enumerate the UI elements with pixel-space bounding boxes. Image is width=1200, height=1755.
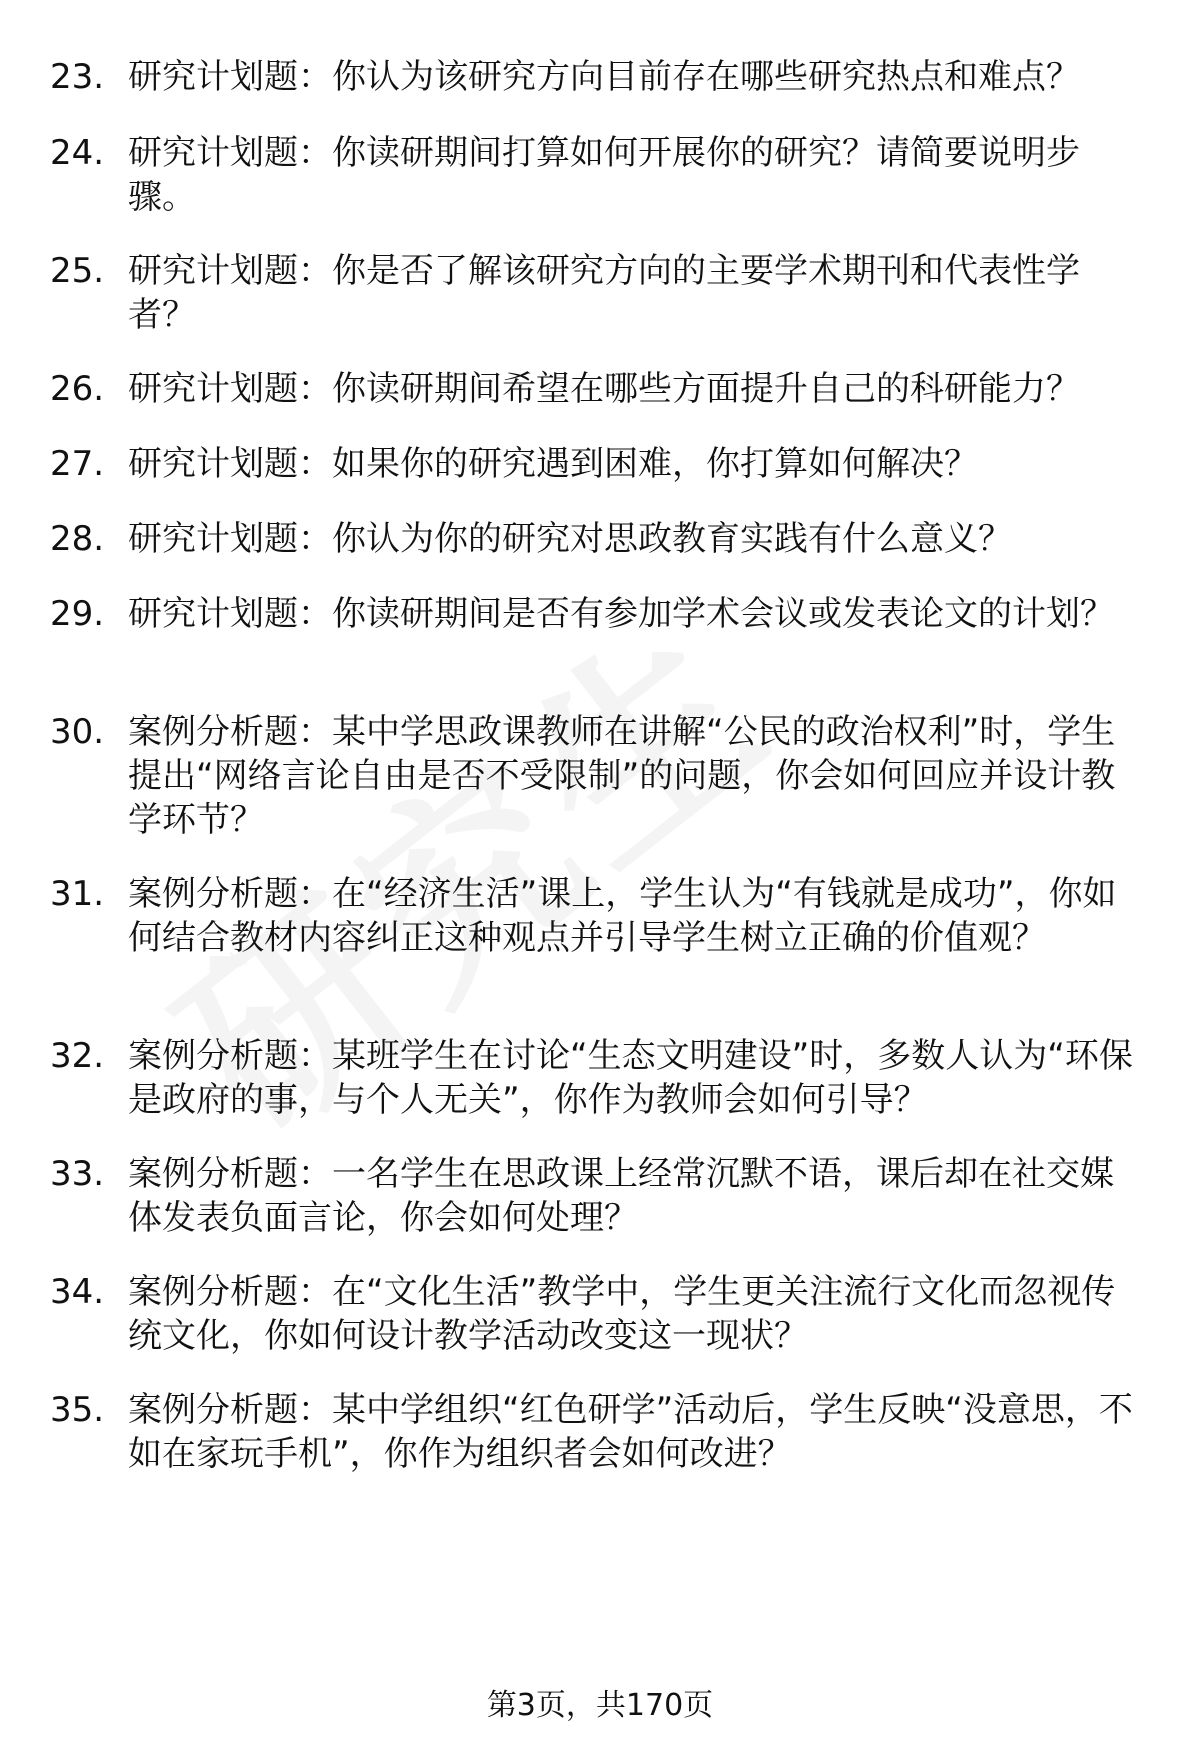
question-body <box>128 1388 1138 1476</box>
question-number: 24. <box>50 133 105 173</box>
question-number: 27. <box>50 444 105 484</box>
question-category: 案例分析题： <box>128 1154 332 1194</box>
question-number: 32. <box>50 1036 105 1076</box>
question-category: 案例分析题： <box>128 1036 332 1076</box>
question-text: 你读研期间希望在哪些方面提升自己的科研能力？ <box>332 369 1080 409</box>
question-number: 25. <box>50 251 105 291</box>
question-body <box>128 1270 1138 1358</box>
question-text: 你读研期间是否有参加学术会议或发表论文的计划？ <box>332 594 1114 634</box>
question-text: 某中学思政课教师在讲解“公民的政治权利”时，学生提出“网络言论自由是否不受限制”的问题，你会如何回应并设计教学环节？ <box>128 712 1116 840</box>
question-body <box>128 55 1138 99</box>
question-number: 23. <box>50 57 105 97</box>
question-body <box>128 517 1138 561</box>
question-category: 案例分析题： <box>128 1390 332 1430</box>
question-category: 研究计划题： <box>128 57 332 97</box>
question-text: 你读研期间打算如何开展你的研究？请简要说明步骤。 <box>128 133 1080 217</box>
question-number: 26. <box>50 369 105 409</box>
question-number: 33. <box>50 1154 105 1194</box>
question-body <box>128 592 1138 636</box>
question-number: 30. <box>50 712 105 752</box>
question-category: 研究计划题： <box>128 444 332 484</box>
question-text: 某中学组织“红色研学”活动后，学生反映“没意思，不如在家玩手机”，你作为组织者会如何改进？ <box>128 1390 1133 1474</box>
question-body <box>128 710 1138 842</box>
page-footer: 第3页，共170页 <box>486 1688 714 1723</box>
question-category: 研究计划题： <box>128 251 332 291</box>
question-category: 研究计划题： <box>128 594 332 634</box>
question-text: 你认为该研究方向目前存在哪些研究热点和难点？ <box>332 57 1080 97</box>
question-category: 案例分析题： <box>128 1272 332 1312</box>
question-number: 35. <box>50 1390 105 1430</box>
question-number: 28. <box>50 519 105 559</box>
question-body <box>128 442 1138 486</box>
question-number: 31. <box>50 874 105 914</box>
question-number: 34. <box>50 1272 105 1312</box>
question-body <box>128 249 1138 337</box>
question-body <box>128 872 1138 960</box>
question-number: 29. <box>50 594 105 634</box>
question-text: 某班学生在讨论“生态文明建设”时，多数人认为“环保是政府的事，与个人无关”，你作为教师会如何引导？ <box>128 1036 1133 1120</box>
question-body <box>128 367 1138 411</box>
question-text: 在“文化生活”教学中，学生更关注流行文化而忽视传统文化，你如何设计教学活动改变这一现状？ <box>128 1272 1116 1356</box>
question-text: 如果你的研究遇到困难，你打算如何解决？ <box>332 444 978 484</box>
question-text: 一名学生在思政课上经常沉默不语，课后却在社交媒体发表负面言论，你会如何处理？ <box>128 1154 1114 1238</box>
question-category: 研究计划题： <box>128 369 332 409</box>
question-body <box>128 1034 1138 1122</box>
question-body <box>128 131 1138 219</box>
question-text: 你是否了解该研究方向的主要学术期刊和代表性学者？ <box>128 251 1080 335</box>
question-text: 你认为你的研究对思政教育实践有什么意义？ <box>332 519 1012 559</box>
question-category: 研究计划题： <box>128 133 332 173</box>
question-category: 研究计划题： <box>128 519 332 559</box>
question-category: 案例分析题： <box>128 874 332 914</box>
question-text: 在“经济生活”课上，学生认为“有钱就是成功”，你如何结合教材内容纠正这种观点并引导学生树立正确的价值观？ <box>128 874 1117 958</box>
question-body <box>128 1152 1138 1240</box>
question-category: 案例分析题： <box>128 712 332 752</box>
